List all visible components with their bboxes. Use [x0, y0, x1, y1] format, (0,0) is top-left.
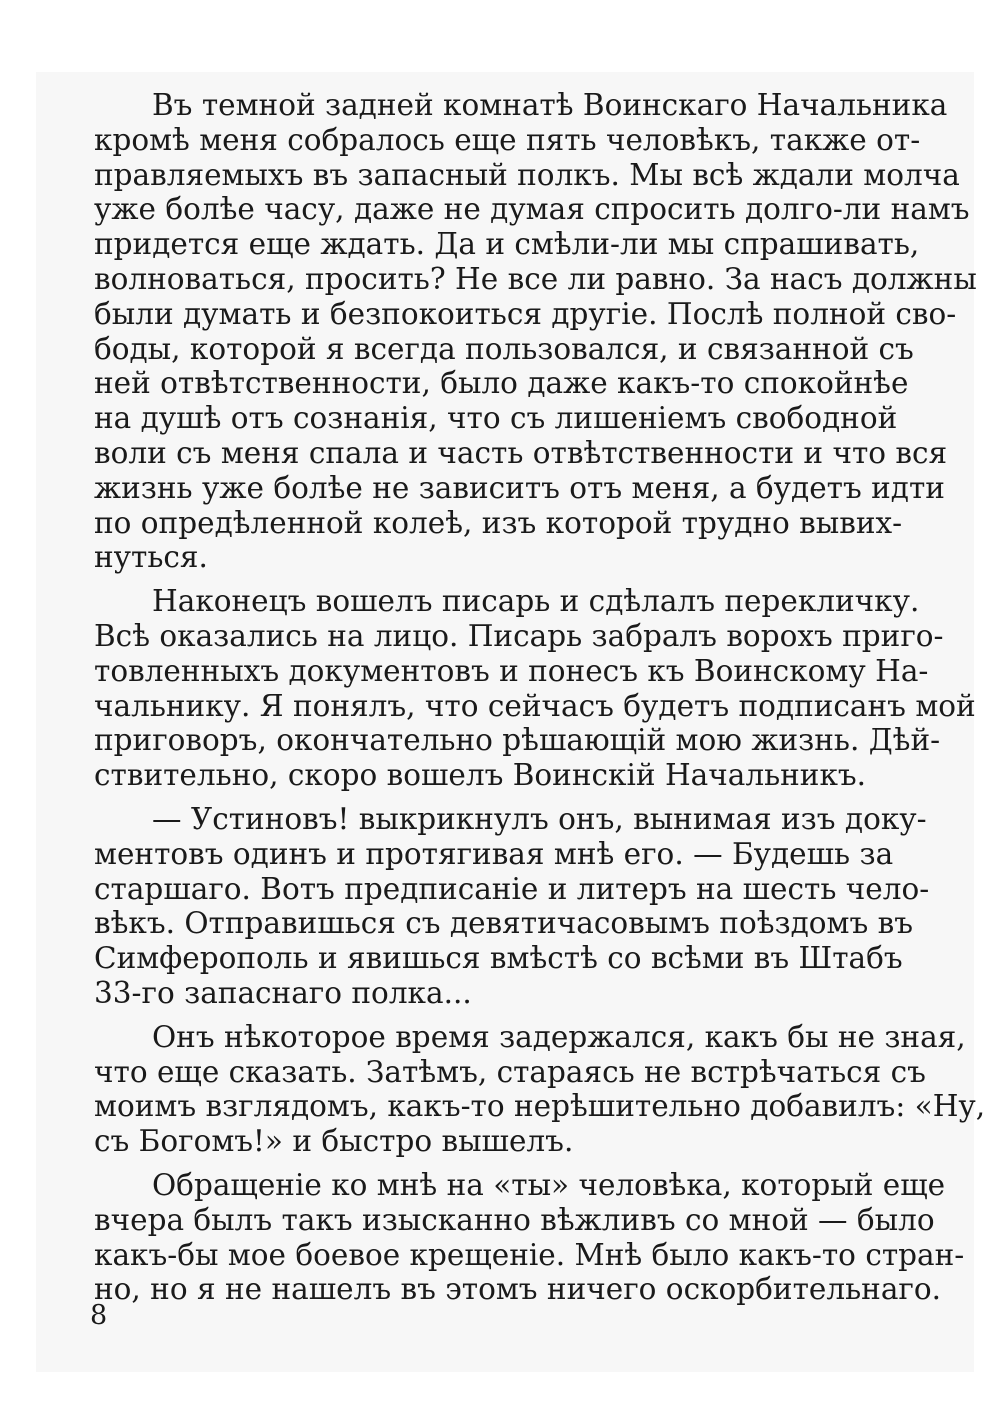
text-line: — Устиновъ! выкрикнулъ онъ, вынимая изъ доку- — [152, 801, 927, 836]
text-line: были думать и безпокоиться другіе. Послѣ полной сво- — [94, 296, 957, 331]
text-line: моимъ взглядомъ, какъ-то нерѣшительно добавилъ: «Ну, — [94, 1089, 986, 1124]
text-line: приговоръ, окончательно рѣшающій мою жизнь. Дѣй- — [94, 723, 941, 758]
text-line: боды, которой я всегда пользовался, и связанной съ — [94, 331, 914, 366]
paragraph — [94, 1019, 986, 1159]
text-line: но, но я не нашелъ въ этомъ ничего оскорбительнаго. — [94, 1272, 942, 1307]
text-line: воли съ меня спала и часть отвѣтственности и что вся — [94, 435, 948, 470]
text-line: ствительно, скоро вошелъ Воинскій Начальникъ. — [94, 758, 867, 793]
text-line: что еще сказать. Затѣмъ, стараясь не встрѣчаться съ — [94, 1054, 926, 1089]
text-line: старшаго. Вотъ предписаніе и литеръ на шесть чело- — [94, 871, 930, 906]
text-line: правляемыхъ въ запасный полкъ. Мы всѣ ждали молча — [94, 157, 960, 192]
text-line: товленныхъ документовъ и понесъ къ Воинскому На- — [94, 653, 929, 688]
text-line: уже болѣе часу, даже не думая спросить долго-ли намъ — [94, 192, 970, 227]
text-line: Въ темной задней комнатѣ Воинскаго Начальника — [152, 88, 948, 122]
text-line: вчера былъ такъ изысканно вѣжливъ со мной — было — [94, 1202, 935, 1237]
text-line: Обращеніе ко мнѣ на «ты» человѣка, который еще — [152, 1167, 946, 1202]
text-line: Онъ нѣкоторое время задержался, какъ бы не зная, — [152, 1019, 966, 1054]
text-line: какъ-бы мое боевое крещеніе. Мнѣ было какъ-то стран- — [94, 1237, 965, 1272]
paragraph — [94, 801, 930, 1011]
text-line: Наконецъ вошелъ писарь и сдѣлалъ перекличку. — [152, 584, 920, 619]
text-line: чальнику. Я понялъ, что сейчасъ будетъ подписанъ мой — [94, 688, 976, 723]
text-line: по опредѣленной колеѣ, изъ которой трудно вывих- — [94, 505, 903, 540]
text-line: съ Богомъ!» и быстро вышелъ. — [94, 1124, 574, 1159]
text-line: нуться. — [94, 540, 208, 575]
paragraph — [94, 88, 977, 575]
text-line: жизнь уже болѣе не зависитъ отъ меня, а будетъ идти — [94, 470, 945, 505]
text-line: придется еще ждать. Да и смѣли-ли мы спрашивать, — [94, 227, 920, 262]
page-number: 8 — [90, 1300, 108, 1331]
text-line: ней отвѣтственности, было даже какъ-то спокойнѣе — [94, 366, 909, 401]
text-line: Всѣ оказались на лицо. Писарь забралъ ворохъ приго- — [94, 618, 944, 653]
text-line: на душѣ отъ сознанія, что съ лишеніемъ свободной — [94, 401, 898, 436]
text-line: кромѣ меня собралось еще пять человѣкъ, также от- — [94, 122, 921, 157]
text-line: вѣкъ. Отправишься съ девятичасовымъ поѣздомъ въ — [94, 906, 913, 941]
body-text — [94, 88, 986, 1316]
paragraph — [94, 584, 976, 793]
text-line: волноваться, просить? Не все ли равно. За насъ должны — [94, 261, 977, 296]
text-line: ментовъ одинъ и протягивая мнѣ его. — Будешь за — [94, 836, 894, 871]
text-line: Симферополь и явишься вмѣстѣ со всѣми въ Штабъ — [94, 941, 903, 976]
text-line: 33-го запаснаго полка... — [94, 975, 472, 1010]
paragraph — [94, 1167, 965, 1307]
